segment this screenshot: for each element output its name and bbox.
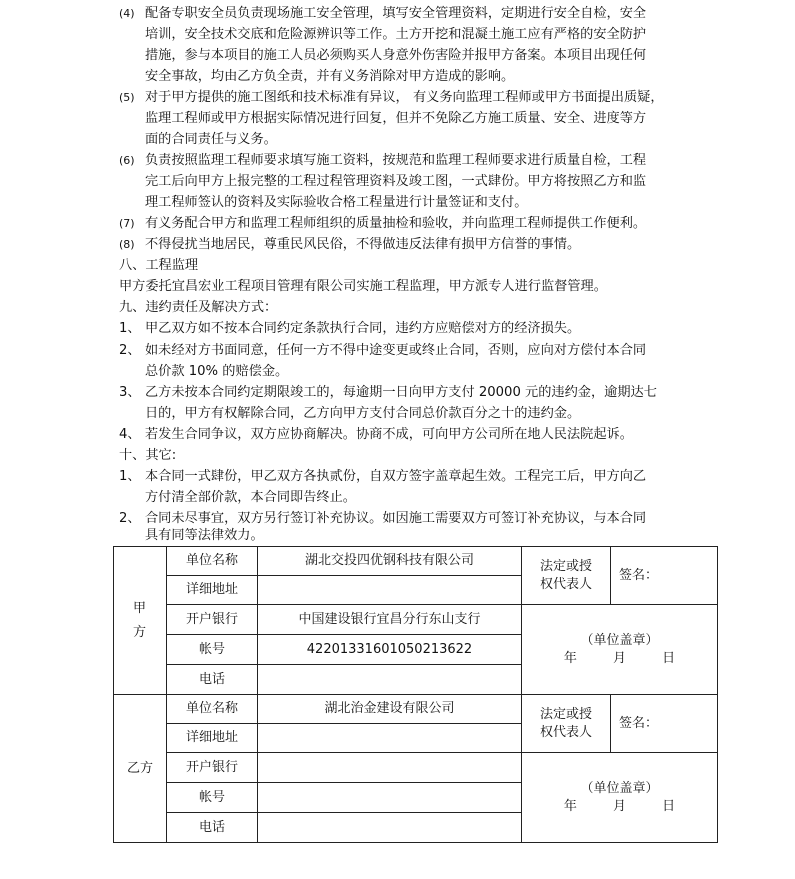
clause-line: 不得侵扰当地居民，尊重民风民俗，不得做违反法律有损甲方信誉的事情。 [145, 237, 581, 252]
list-item-line: 乙方未按本合同约定期限竣工的，每逾期一日向甲方支付 20000 元的违约金，逾期达七 [145, 385, 657, 400]
party-b-phone [258, 813, 522, 843]
sign-label: 签名： [611, 547, 718, 605]
list-item-line: 方付清全部价款，本合同即告终止。 [145, 490, 356, 505]
clause-number: (5) [119, 91, 135, 104]
clause-line: 完工后向甲方上报完整的工程过程管理资料及竣工图，一式肆份。甲方将按照乙方和监 [145, 174, 647, 189]
list-item-line: 总价款 10% 的赔偿金。 [145, 364, 289, 379]
party-b-unit-name: 湖北治金建设有限公司 [258, 695, 522, 724]
clause-line: 有义务配合甲方和监理工程师组织的质量抽检和验收，并向监理工程师提供工作便利。 [145, 216, 647, 231]
party-a-seal-area [522, 605, 718, 695]
party-a-unit-name: 湖北交投四优钢科技有限公司 [258, 547, 522, 576]
signature-table [113, 546, 718, 843]
seal-label: （单位盖章） [580, 632, 659, 648]
phone-label: 电话 [167, 813, 258, 843]
sign-label: 签名： [611, 695, 718, 753]
list-item-number: 4、 [119, 427, 141, 442]
party-a-phone [258, 665, 522, 695]
clause-line: 安全事故，均由乙方负全责，并有义务消除对甲方造成的影响。 [145, 69, 515, 84]
account-label: 帐号 [167, 635, 258, 665]
party-b-address [258, 724, 522, 753]
legal-rep-line-2: 权代表人 [539, 576, 592, 592]
section-8-text: 甲方委托宜昌宏业工程项目管理有限公司实施工程监理，甲方派专人进行监督管理。 [119, 279, 607, 294]
list-item-number: 3、 [119, 385, 141, 400]
list-item-line: 日的，甲方有权解除合同，乙方向甲方支付合同总价款百分之十的违约金。 [145, 406, 581, 421]
section-9-heading: 九、违约责任及解决方式： [119, 300, 278, 315]
clause-line: 对于甲方提供的施工图纸和技术标准有异议， 有义务向监理工程师或甲方书面提出质疑， [145, 90, 664, 105]
party-b-account [258, 783, 522, 813]
bank-label: 开户银行 [167, 605, 258, 635]
clause-number: (8) [119, 238, 135, 251]
party-a-bank: 中国建设银行宜昌分行东山支行 [258, 605, 522, 635]
list-item-number: 2、 [119, 511, 141, 526]
seal-label: （单位盖章） [580, 780, 659, 796]
party-a-label-2: 方 [132, 624, 147, 640]
bank-label: 开户银行 [167, 753, 258, 783]
party-a-address [258, 576, 522, 605]
month-label: 月 [612, 650, 626, 666]
legal-rep-line-2: 权代表人 [539, 724, 592, 740]
seal-date [522, 798, 717, 816]
account-label: 帐号 [167, 783, 258, 813]
legal-rep-line-1: 法定或授 [539, 558, 592, 574]
list-item-number: 2、 [119, 343, 141, 358]
month-label: 月 [612, 798, 626, 814]
section-10-heading: 十、其它: [119, 448, 177, 463]
section-8-heading: 八、工程监理 [119, 258, 199, 273]
party-a-label-1: 甲 [132, 600, 147, 616]
legal-rep-label [522, 547, 611, 605]
clause-line: 面的合同责任与义务。 [145, 132, 277, 147]
party-b-seal-area [522, 753, 718, 843]
address-label: 详细地址 [167, 724, 258, 753]
year-label: 年 [563, 650, 577, 666]
day-label: 日 [662, 650, 676, 666]
clause-number: (4) [119, 7, 135, 20]
clause-line: 培训，安全技术交底和危险源辨识等工作。土方开挖和混凝土施工应有严格的安全防护 [145, 27, 647, 42]
day-label: 日 [662, 798, 676, 814]
list-item-number: 1、 [119, 469, 141, 484]
list-item-line: 合同未尽事宜，双方另行签订补充协议。如因施工需要双方可签订补充协议，与本合同 [145, 511, 647, 526]
party-a-account: 42201331601050213622 [258, 635, 522, 665]
seal-date [522, 650, 717, 668]
unit-name-label: 单位名称 [167, 695, 258, 724]
clause-line: 负责按照监理工程师要求填写施工资料，按规范和监理工程师要求进行质量自检，工程 [145, 153, 647, 168]
list-item-line: 本合同一式肆份，甲乙双方各执贰份，自双方签字盖章起生效。工程完工后，甲方向乙 [145, 469, 647, 484]
list-item-line: 若发生合同争议，双方应协商解决。协商不成，可向甲方公司所在地人民法院起诉。 [145, 427, 633, 442]
clause-line: 监理工程师或甲方根据实际情况进行回复，但并不免除乙方施工质量、安全、进度等方 [145, 111, 647, 126]
clause-line: 理工程师签认的资料及实际验收合格工程量进行计量签证和支付。 [145, 195, 528, 210]
party-b-label: 乙方 [114, 695, 167, 843]
address-label: 详细地址 [167, 576, 258, 605]
year-label: 年 [563, 798, 577, 814]
list-item-line: 如未经对方书面同意，任何一方不得中途变更或终止合同，否则，应向对方偿付本合同 [145, 343, 647, 358]
clause-line: 配备专职安全员负责现场施工安全管理，填写安全管理资料，定期进行安全自检，安全 [145, 6, 647, 21]
party-a-label [114, 547, 167, 695]
clause-number: (7) [119, 217, 135, 230]
legal-rep-label [522, 695, 611, 753]
unit-name-label: 单位名称 [167, 547, 258, 576]
list-item-line: 具有同等法律效力。 [145, 528, 264, 543]
clause-number: (6) [119, 154, 135, 167]
party-b-bank [258, 753, 522, 783]
phone-label: 电话 [167, 665, 258, 695]
list-item-line: 甲乙双方如不按本合同约定条款执行合同，违约方应赔偿对方的经济损失。 [145, 321, 581, 336]
legal-rep-line-1: 法定或授 [539, 706, 592, 722]
list-item-number: 1、 [119, 321, 141, 336]
clause-line: 措施，参与本项目的施工人员必须购买人身意外伤害险并报甲方备案。本项目出现任何 [145, 48, 647, 63]
